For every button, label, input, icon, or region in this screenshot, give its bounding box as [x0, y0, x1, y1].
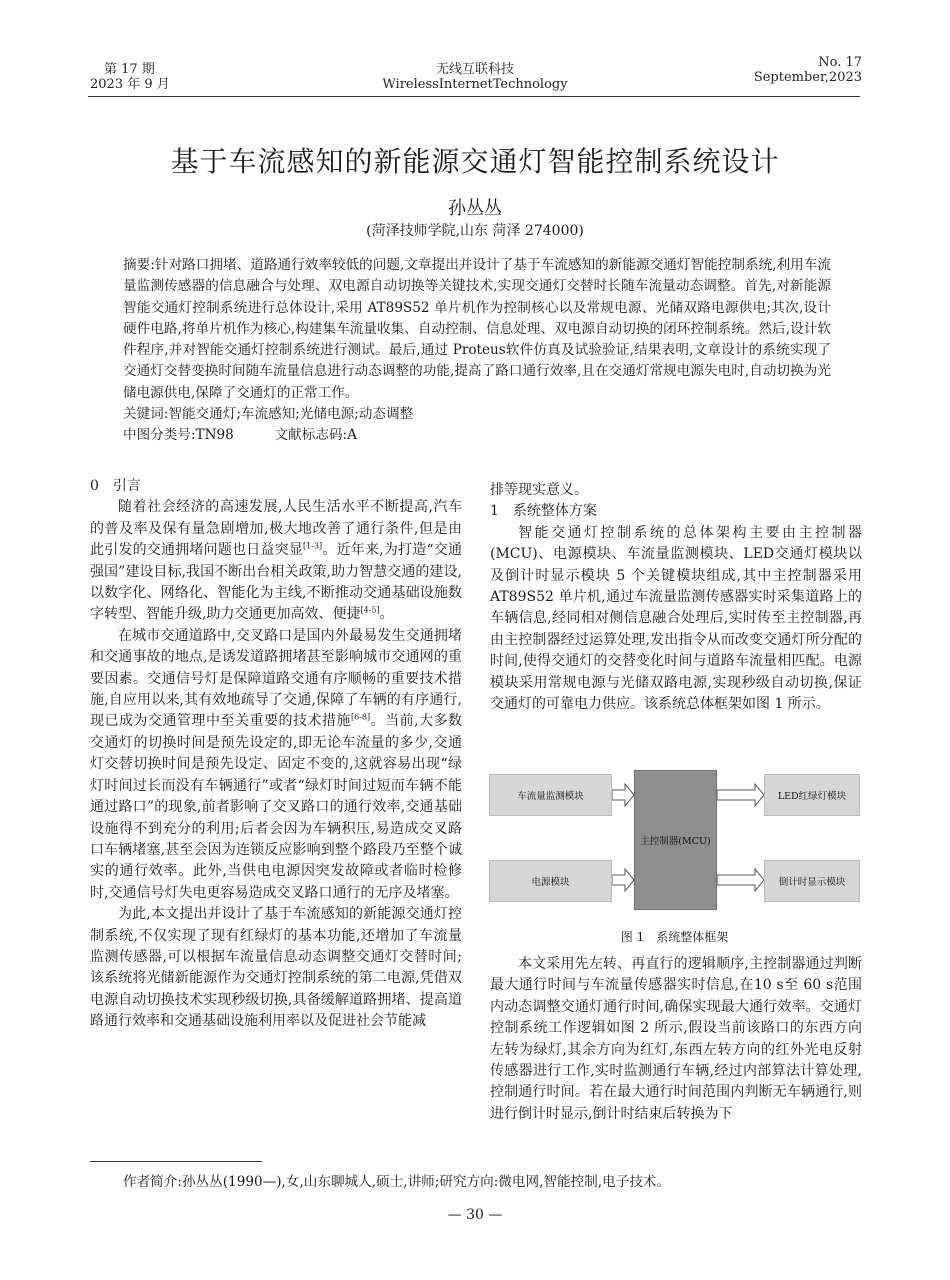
keywords: 关键词:智能交通灯;车流感知;光储电源;动态调整	[123, 406, 414, 423]
box-countdown-module: 倒计时显示模块	[764, 860, 860, 902]
arrow-mcu-to-led	[717, 784, 764, 806]
box-traffic-sensor: 车流量监测模块	[489, 774, 612, 816]
author-name: 孙丛丛	[448, 198, 502, 219]
box-mcu: 主控制器(MCU)	[634, 770, 717, 910]
paragraph: 为此,本文提出并设计了基于车流感知的新能源交通灯控制系统,不仅实现了现有红绿灯的基本功能,还增加了车流量监测传感器,可以根据车流量信息动态调整交通灯交替时间;该系统将光储新能源作为交通灯控制系统的第二电源,凭借双电源自动切换技术实现秒级切换,具备缓解道路拥堵、提高道路通行效率和交通基础设施利用率以及促进社会节能减	[90, 906, 462, 1030]
header-issue-en: No. 17	[818, 55, 862, 70]
text: 。	[379, 606, 394, 623]
header-journal-en: WirelessInternetTechnology	[382, 77, 568, 92]
paragraph	[90, 497, 462, 625]
figure-caption: 图 1 系统整体框架	[620, 930, 729, 944]
abstract-block	[123, 255, 831, 447]
arrow-mcu-to-countdown	[717, 869, 764, 891]
paper-title: 基于车流感知的新能源交通灯智能控制系统设计	[170, 145, 780, 178]
footnote-rule	[90, 1161, 262, 1162]
citation: [6-8]	[350, 712, 371, 722]
classification: 中图分类号:TN98 文献标志码:A	[123, 427, 357, 444]
text: 在城市交通道路中,交叉路口是国内外最易发生交通拥堵和交通事故的地点,是诱发道路拥堵甚至影响城市交通网的重要因素。交通信号灯是保障道路交通有序顺畅的重要技术措施,自应用以来,其有效地疏导了交通,保障了车辆的有序通行,现已成为交通管理中至关重要的技术措施	[90, 627, 462, 730]
abstract-text: 摘要:针对路口拥堵、道路通行效率较低的问题,文章提出并设计了基于车流感知的新能源交通灯智能控制系统,利用车流量监测传感器的信息融合与处理、双电源自动切换等关键技术,实现交通灯交替时长随车流量动态调整。首先,对新能源智能交通灯控制系统进行总体设计,采用 AT89S52 单片机作为控制核心以及常规电源、光储双路电源供电;其次,设计硬件电路,将单片机作为核心,构建集车流量收集、自动控制、信息处理、双电源自动切换的闭环控制系统。然后,设计软件程序,并对智能交通灯控制系统进行测试。最后,通过 Proteus软件仿真及试验验证,结果表明,文章设计的系统实现了交通灯交替变换时间随车流量信息进行动态调整的功能,提高了路口通行效率,且在交通灯常规电源失电时,自动切换为光储电源供电,保障了交通灯的正常工作。	[123, 257, 831, 401]
text: 。当前,大多数交通灯的切换时间是预先设定的,即无论车流量的多少,交通灯交替切换时间是预先设定、固定不变的,这就容易出现“绿灯时间过长而没有车辆通行”或者“绿灯时间过短而车辆不能通过路口”的现象,前者影响了交叉路口的通行效率,交通基础设施得不到充分的利用;后者会因为车辆积压,易造成交叉路口车辆堵塞,甚至会因为连锁反应影响到整个路段乃至整个诚实的通行效率。此外,当供电电源因突发故障或者临时检修时,交通信号灯失电更容易造成交叉路口通行的无序及堵塞。	[90, 713, 463, 901]
section-heading-system: 1 系统整体方案	[490, 503, 597, 520]
header-journal-cn: 无线互联科技	[435, 62, 514, 77]
section-heading-intro: 0 引言	[90, 478, 141, 494]
arrow-sensor-to-mcu	[612, 784, 634, 806]
box-led-module: LED红绿灯模块	[764, 774, 860, 816]
arrow-power-to-mcu	[612, 869, 634, 891]
right-column	[490, 480, 862, 715]
text: 。近年来,为打造“交通强国”建设目标,我国不断出台相关政策,助力智慧交通的建设,以数字化、网络化、智能化为主线,不断推动交通基础设施数字转型、智能升级,助力交通更加高效、便捷	[90, 542, 463, 623]
header-date-en: September,2023	[753, 70, 862, 85]
paragraph	[90, 626, 462, 904]
header-issue-cn: 第 17 期	[104, 62, 155, 77]
figure-system-framework	[487, 768, 862, 918]
page-number: — 30 —	[447, 1207, 503, 1223]
paragraph: 本文采用先左转、再直行的逻辑顺序,主控制器通过判断最大通行时间与车流量传感器实时信息,在10 s至 60 s范围内动态调整交通灯通行时间,确保实现最大通行效率。交通灯控制系统工作逻辑如图 2 所示,假设当前该路口的东西方向左转为绿灯,其余方向为红灯,东西左转方向的红外光电反射传感器进行工作,实时监测通行车辆,经过内部算法计算处理,控制通行时间。若在最大通行时间范围内判断无车辆通行,则进行倒计时显示,倒计时结束后转换为下	[490, 956, 862, 1122]
text: 随着社会经济的高速发展,人民生活水平不断提高,汽车的普及率及保有量急剧增加,极大地改善了通行条件,但是由此引发的交通拥堵问题也日益突显	[90, 499, 462, 559]
header-issue-en-block	[754, 55, 862, 85]
header-date-cn: 2023 年 9 月	[90, 77, 170, 92]
author-affiliation: (菏泽技师学院,山东 菏泽 274000)	[366, 223, 584, 239]
left-column	[90, 476, 462, 1033]
citation: [1-3]	[303, 541, 323, 551]
right-column-lower	[490, 954, 862, 1125]
box-power-module: 电源模块	[489, 860, 612, 902]
header-rule	[88, 96, 860, 97]
paragraph: 排等现实意义。	[490, 482, 588, 498]
paragraph: 智能交通灯控制系统的总体架构主要由主控制器(MCU)、电源模块、车流量监测模块、LED交通灯模块以及倒计时显示模块 5 个关键模块组成,其中主控制器采用 AT89S52 单片机,通过车流量监测传感器实时采集道路上的车辆信息,经同相对侧信息融合处理后,实时传至主控制器,再由主控制器经过运算处理,发出指令从而改变交通灯所分配的时间,使得交通灯的交替变化时间与道路车流量相匹配。电源模块采用常规电源与光储双路电源,实现秒级自动切换,保证交通灯的可靠电力供应。该系统总体框架如图 1 所示。	[490, 524, 862, 713]
author-footnote: 作者简介:孙丛丛(1990—),女,山东聊城人,硕士,讲师;研究方向:微电网,智能控制,电子技术。	[123, 1174, 671, 1190]
citation: [4-5]	[360, 605, 380, 615]
